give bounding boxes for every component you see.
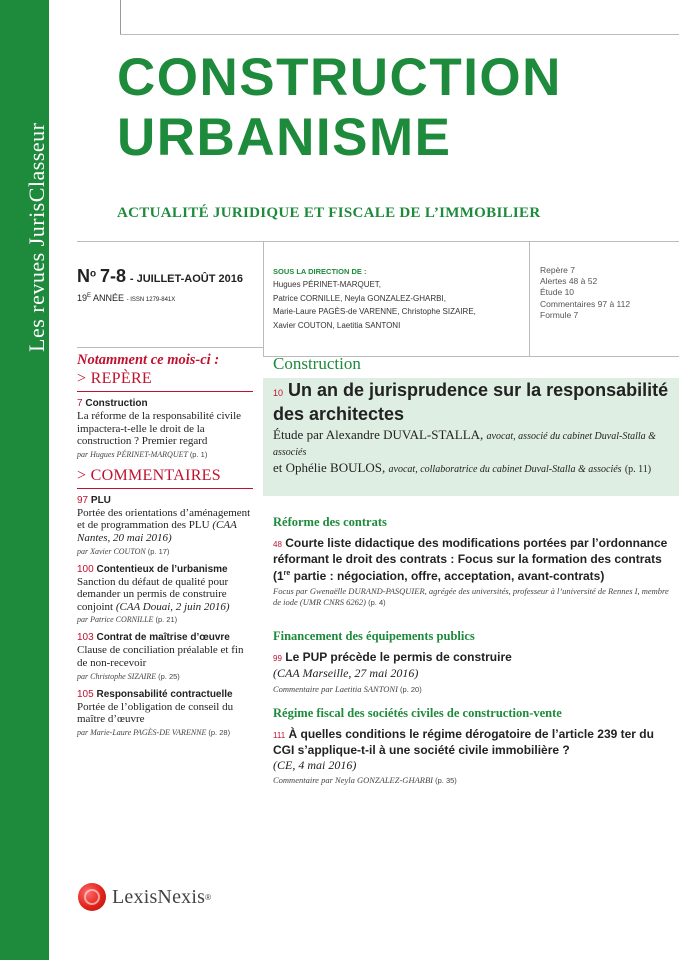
editorial-direction bbox=[273, 265, 476, 332]
article-number: 111 bbox=[273, 731, 286, 740]
item-author: par Patrice CORNILLE bbox=[77, 615, 154, 625]
direction-line: Marie-Laure PAGÈS-de VARENNE, Christophe SIZAIRE, bbox=[273, 307, 476, 317]
item-desc-row bbox=[77, 576, 253, 614]
direction-divider-left bbox=[263, 241, 264, 356]
direction-divider-right bbox=[529, 241, 530, 356]
item-number: 7 bbox=[77, 398, 83, 409]
feature-section-head bbox=[273, 354, 673, 378]
item-title: Contentieux de l’urbanisme bbox=[96, 563, 228, 575]
item-author-row bbox=[77, 450, 253, 459]
direction-line: Hugues PÉRINET-MARQUET, bbox=[273, 280, 382, 290]
item-author-row bbox=[77, 672, 253, 681]
issue-prefix: N bbox=[77, 266, 90, 286]
item-number: 105 bbox=[77, 688, 94, 700]
repere-item[interactable] bbox=[77, 398, 253, 459]
repere-heading: > REPÈRE bbox=[77, 370, 152, 387]
item-number: 97 bbox=[77, 494, 89, 506]
issn: - ISSN 1279-841X bbox=[126, 297, 176, 303]
ref-item: Formule 7 bbox=[540, 309, 579, 320]
content-refs bbox=[540, 265, 630, 321]
title-line-2: URBANISME bbox=[117, 108, 452, 167]
publisher-logo bbox=[78, 883, 211, 911]
item-title: Construction bbox=[85, 398, 148, 409]
item-title-row bbox=[77, 495, 253, 507]
item-desc-row bbox=[77, 507, 253, 545]
logo-reg: ® bbox=[205, 892, 211, 902]
magazine-subtitle: ACTUALITÉ JURIDIQUE ET FISCALE DE L’IMMOBILIER bbox=[117, 205, 541, 221]
author-1-name: Étude par Alexandre DUVAL-STALLA, bbox=[273, 427, 484, 442]
item-title-row bbox=[77, 689, 253, 701]
article-author: Focus par Gwenaëlle DURAND-PASQUIER, agrégée des universités, professeur à l’université de Rennes I, membre de iode (UMR CNRS 6262) bbox=[273, 586, 669, 608]
sidebar-band bbox=[0, 0, 49, 960]
item-desc: Sanction du défaut de qualité pour demander un permis de construire conjoint bbox=[77, 575, 229, 613]
sidebar-brand-text: Les revues JurisClasseur bbox=[24, 122, 49, 352]
issue-prefix-sup: o bbox=[90, 268, 97, 280]
item-title-row bbox=[77, 564, 253, 576]
feature-content bbox=[273, 380, 673, 477]
ref-item: Alertes 48 à 52 bbox=[540, 276, 598, 287]
item-title: Contrat de maîtrise d’œuvre bbox=[96, 632, 230, 644]
article-title: À quelles conditions le régime dérogatoire de l’article 239 ter du CGI s’applique-t-il à une société civile immobilière ? bbox=[273, 727, 654, 758]
section-heading: Financement des équipements publics bbox=[273, 629, 475, 643]
feature-title-row bbox=[273, 380, 673, 425]
feature-author-2 bbox=[273, 461, 673, 477]
logo-text: LexisNexis bbox=[112, 885, 206, 908]
article-page: (p. 4) bbox=[368, 598, 386, 608]
commentary-item[interactable] bbox=[77, 564, 253, 625]
item-author-row bbox=[77, 547, 253, 556]
article-author: Commentaire par Laetitia SANTONI bbox=[273, 683, 398, 694]
direction-heading: SOUS LA DIRECTION DE : bbox=[273, 267, 367, 276]
article-number: 48 bbox=[273, 540, 282, 549]
article-title-row bbox=[273, 536, 673, 583]
ref-item: Repère 7 bbox=[540, 265, 575, 275]
item-page: (p. 1) bbox=[189, 449, 208, 459]
item-number: 100 bbox=[77, 563, 94, 575]
article-author-row bbox=[273, 586, 673, 608]
item-title-row bbox=[77, 398, 253, 410]
commentary-item[interactable] bbox=[77, 632, 253, 680]
item-page: (p. 25) bbox=[158, 671, 180, 681]
feature-title: Un an de jurisprudence sur la responsabilité des architectes bbox=[273, 380, 669, 424]
issue-num: 7-8 bbox=[100, 266, 127, 286]
author-2-name: et Ophélie BOULOS, bbox=[273, 460, 386, 475]
section-financement[interactable] bbox=[273, 629, 673, 695]
year-sup: E bbox=[87, 293, 92, 299]
commentary-item[interactable] bbox=[77, 495, 253, 556]
title-line-1: CONSTRUCTION bbox=[117, 48, 562, 107]
article-author-row bbox=[273, 775, 673, 786]
commentary-item[interactable] bbox=[77, 689, 253, 737]
highlights-column bbox=[77, 352, 253, 745]
ref-item: Étude 10 bbox=[540, 287, 575, 298]
year-num: 19 bbox=[77, 293, 88, 303]
item-title-row bbox=[77, 632, 253, 644]
feature-page: (p. 11) bbox=[624, 464, 652, 475]
article-ref: (CE, 4 mai 2016) bbox=[273, 757, 357, 772]
article-title-row bbox=[273, 727, 673, 772]
item-number: 103 bbox=[77, 632, 94, 644]
highlights-intro: Notamment ce mois-ci : bbox=[77, 352, 220, 368]
item-author-row bbox=[77, 728, 253, 737]
item-desc: La réforme de la responsabilité civile impactera-t-elle le droit de la construction ? Premier regard bbox=[77, 410, 242, 448]
item-desc: Clause de conciliation préalable et fin de non-recevoir bbox=[77, 644, 244, 669]
header-rule bbox=[77, 241, 679, 242]
direction-line: Patrice CORNILLE, Neyla GONZALEZ-GHARBI, bbox=[273, 293, 446, 303]
commentaires-rule bbox=[77, 488, 253, 489]
ref-item: Commentaires 97 à 112 bbox=[540, 298, 631, 309]
article-title: Courte liste didactique des modifications portées par l’ordonnance réformant le droit des contrats : Focus sur la formation des contrats (1 bbox=[273, 536, 668, 583]
item-author: par Xavier COUTON bbox=[77, 546, 146, 556]
feature-number: 10 bbox=[273, 388, 284, 398]
item-desc-ref: (CAA Douai, 2 juin 2016) bbox=[115, 600, 230, 613]
magazine-title bbox=[117, 48, 562, 168]
direction-line: Xavier COUTON, Laetitia SANTONI bbox=[273, 320, 401, 330]
item-page: (p. 21) bbox=[155, 615, 178, 625]
item-title: PLU bbox=[90, 494, 111, 506]
item-page: (p. 28) bbox=[208, 727, 231, 737]
article-author: Commentaire par Neyla GONZALEZ-GHARBI bbox=[273, 775, 433, 786]
item-desc: Portée de l’obligation de conseil du maître d’œuvre bbox=[77, 700, 234, 726]
article-page: (p. 20) bbox=[400, 684, 422, 694]
article-number: 99 bbox=[273, 654, 282, 663]
article-ref: (CAA Marseille, 27 mai 2016) bbox=[273, 666, 419, 681]
commentaires-heading: > COMMENTAIRES bbox=[77, 466, 221, 484]
section-heading: Réforme des contrats bbox=[273, 515, 387, 529]
article-page: (p. 35) bbox=[435, 776, 457, 786]
year-label: ANNÉE bbox=[93, 293, 125, 303]
article-title-end: partie : négociation, offre, acceptation, avant-contrats) bbox=[290, 568, 605, 583]
top-rule bbox=[120, 34, 679, 35]
item-title: Responsabilité contractuelle bbox=[96, 688, 233, 700]
section-heading: Régime fiscal des sociétés civiles de construction-vente bbox=[273, 706, 562, 720]
item-author: par Hugues PÉRINET-MARQUET bbox=[77, 449, 188, 459]
top-divider bbox=[120, 0, 121, 35]
feature-author-1 bbox=[273, 428, 673, 460]
article-title-sup: re bbox=[283, 569, 291, 577]
issue-date: - JUILLET-AOÛT 2016 bbox=[129, 273, 243, 285]
year-line bbox=[77, 293, 175, 303]
article-author-row bbox=[273, 684, 673, 695]
feature-box[interactable] bbox=[263, 378, 679, 496]
article-title-row bbox=[273, 650, 673, 681]
article-title: Le PUP précède le permis de construire bbox=[285, 650, 512, 664]
lexisnexis-logo-icon bbox=[78, 883, 106, 911]
section-reforme[interactable] bbox=[273, 515, 673, 608]
repere-rule bbox=[77, 391, 253, 392]
issue-number bbox=[77, 266, 243, 287]
left-rule bbox=[77, 347, 263, 348]
construction-heading: Construction bbox=[273, 354, 361, 373]
section-regime-fiscal[interactable] bbox=[273, 706, 673, 786]
item-desc-ref: (CAA Nantes, 20 mai 2016) bbox=[77, 519, 237, 544]
item-author: par Christophe SIZAIRE bbox=[77, 671, 157, 681]
item-page: (p. 17) bbox=[147, 546, 170, 556]
author-2-role: avocat, collaboratrice du cabinet Duval-Stalla & associés bbox=[388, 464, 622, 475]
item-author: par Marie-Laure PAGÈS-DE VARENNE bbox=[77, 727, 207, 737]
item-desc: Portée des orientations d’aménagement et de programmation des PLU bbox=[77, 506, 251, 532]
item-author-row bbox=[77, 615, 253, 624]
author-1-role: avocat, associé du cabinet Duval-Stalla & associés bbox=[273, 431, 656, 458]
